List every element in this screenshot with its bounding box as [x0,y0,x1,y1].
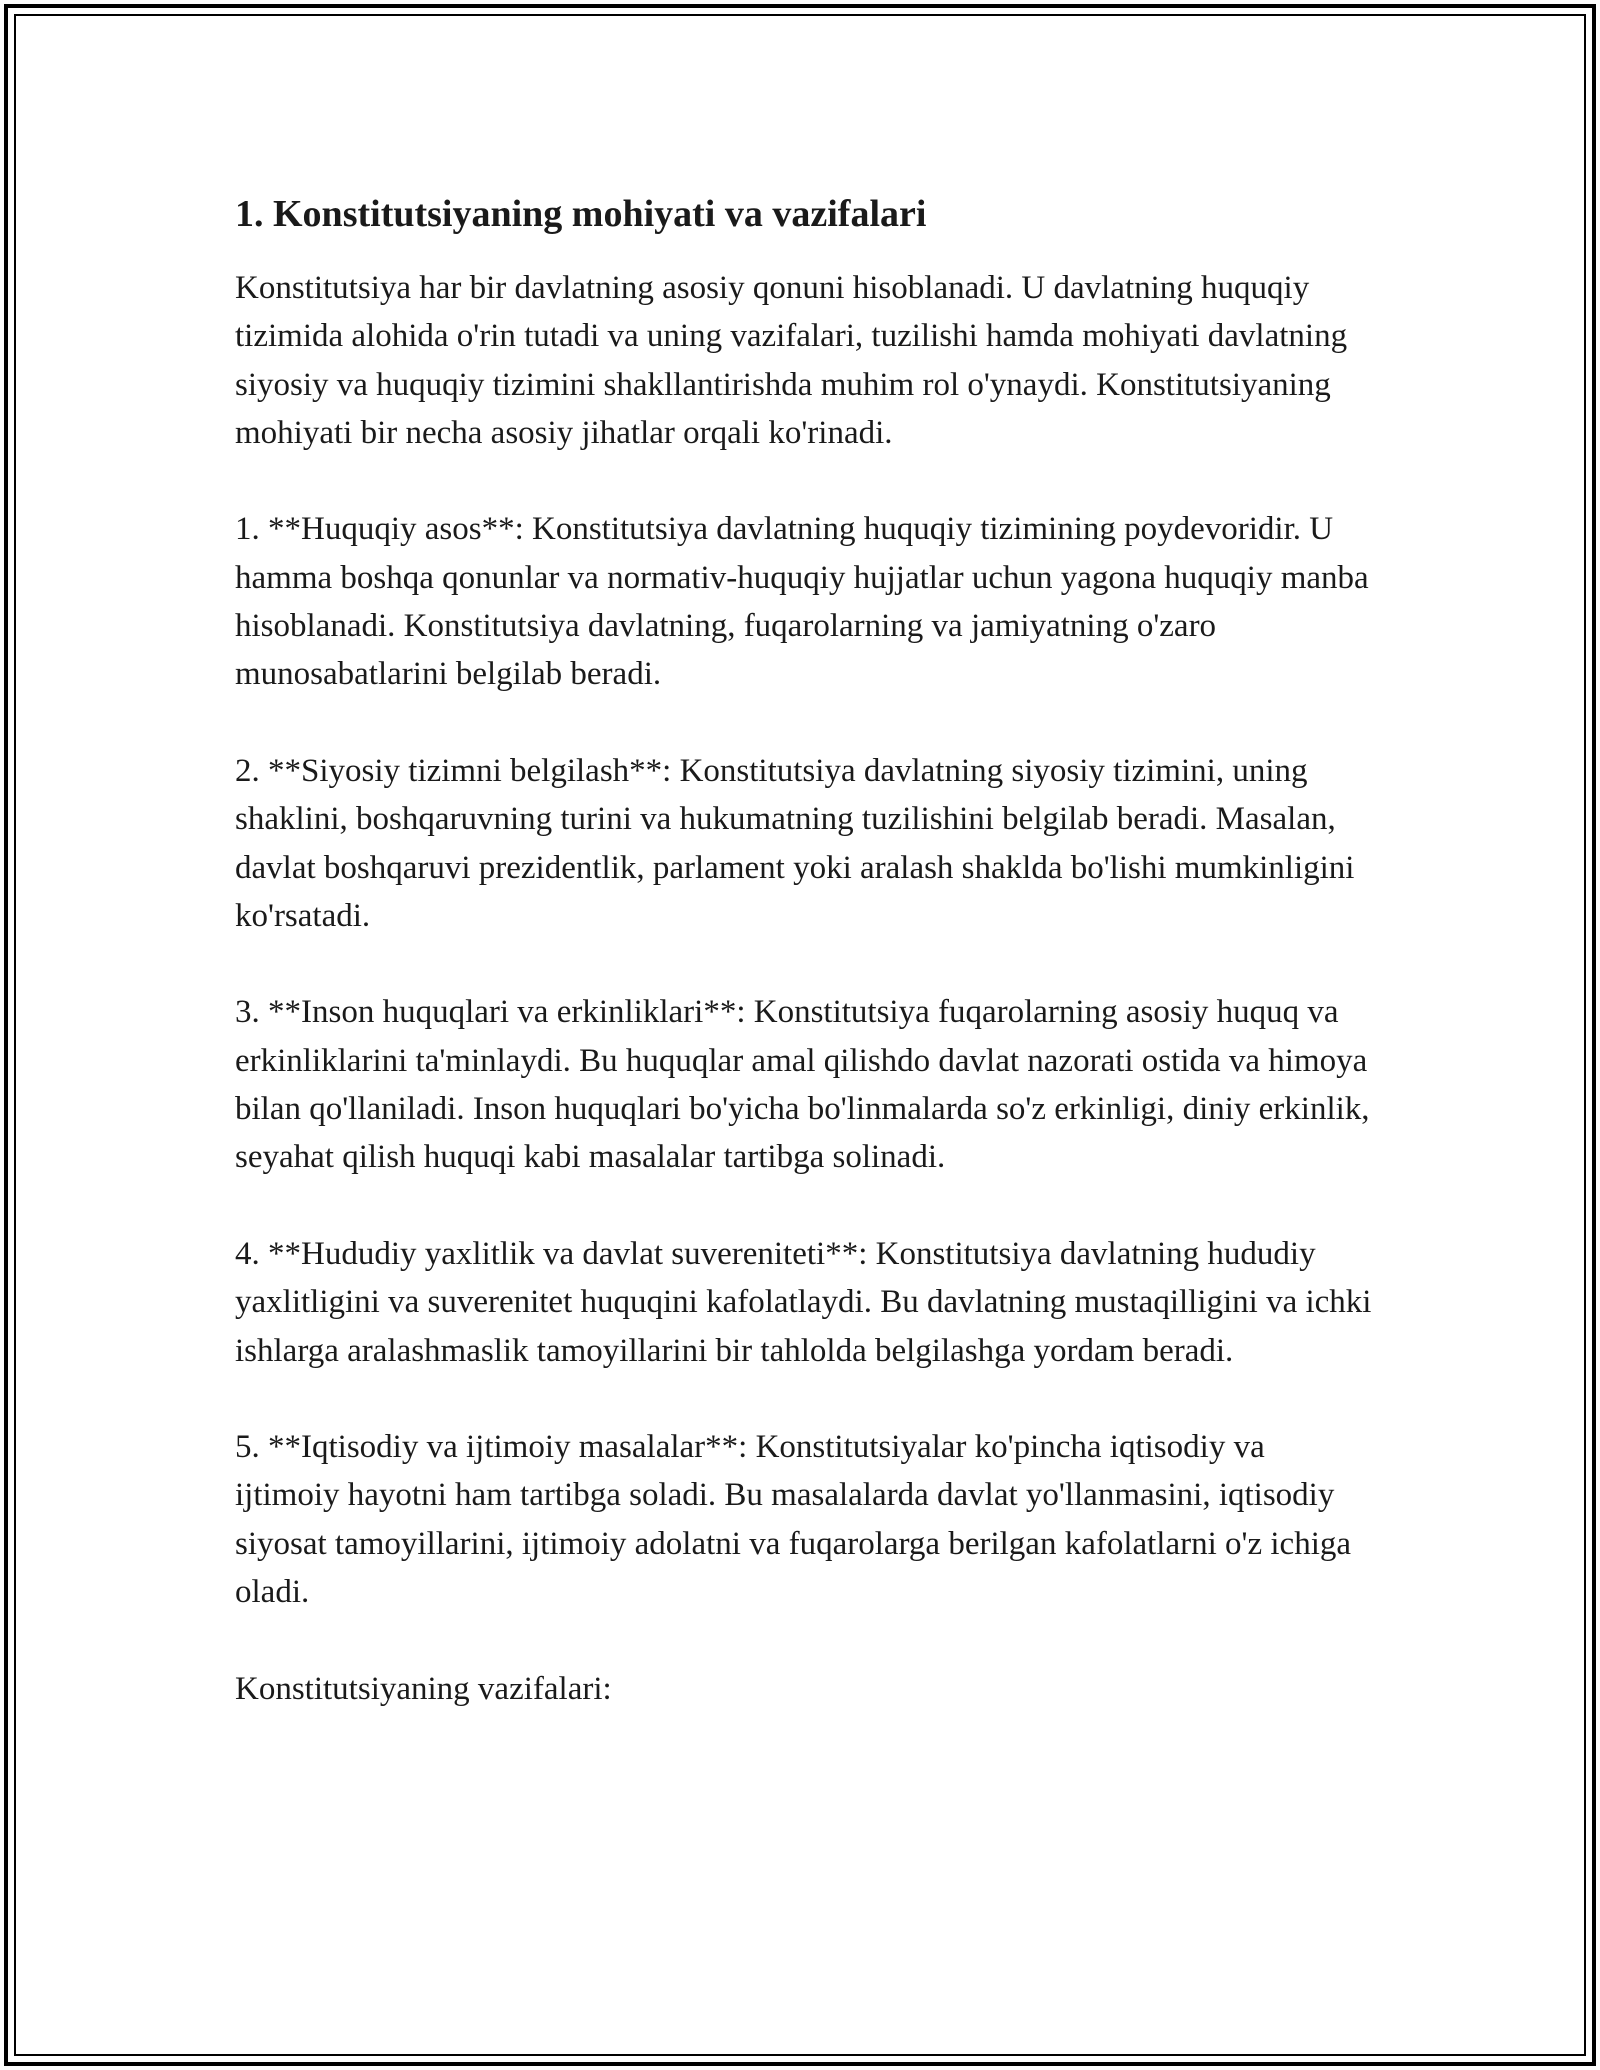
list-item-legal-basis: 1. **Huquqiy asos**: Konstitutsiya davlatning huquqiy tizimining poydevoridir. U hamma boshqa qonunlar va normativ-huquqiy hujjatlar uchun yagona huquqiy manba hisoblanadi. Konstitutsiya davlatning, fuqarolarning va jamiyatning o'zaro munosabatlarini belgilab beradi. [235,511,1369,693]
intro-paragraph: Konstitutsiya har bir davlatning asosiy qonuni hisoblanadi. U davlatning huquqiy tizimida alohida o'rin tutadi va uning vazifalari, tuzilishi hamda mohiyati davlatning siyosiy va huquqiy tizimini shakllantirishda muhim rol o'ynaydi. Konstitutsiyaning mohiyati bir necha asosiy jihatlar orqali ko'rinadi. [235,270,1348,451]
document-body [235,188,1375,1761]
list-item-territorial-integrity: 4. **Hududiy yaxlitlik va davlat suvereniteti**: Konstitutsiya davlatning hududiy yaxlitligini va suverenitet huquqini kafolatlaydi. Bu davlatning mustaqilligini va ichki ishlarga aralashmaslik tamoyillarini bir tahlolda belgilashga yordam beradi. [235,1235,1372,1369]
list-item-human-rights: 3. **Inson huquqlari va erkinliklari**: Konstitutsiya fuqarolarning asosiy huquq va erkinliklarini ta'minlaydi. Bu huquqlar amal qilishdo davlat nazorati ostida va himoya bilan qo'llaniladi. Inson huquqlari bo'yicha bo'linmalarda so'z erkinligi, diniy erkinlik, seyahat qilish huquqi kabi masalalar tartibga solinadi. [235,994,1370,1176]
list-item-economic-social: 5. **Iqtisodiy va ijtimoiy masalalar**: Konstitutsiyalar ko'pincha iqtisodiy va ijtimoiy hayotni ham tartibga soladi. Bu masalalarda davlat yo'llanmasini, iqtisodiy siyosat tamoyillarini, ijtimoiy adolatni va fuqarolarga berilgan kafolatlarni o'z ichiga oladi. [235,1429,1352,1611]
list-item-political-system: 2. **Siyosiy tizimni belgilash**: Konstitutsiya davlatning siyosiy tizimini, uning shaklini, boshqaruvning turini va hukumatning tuzilishini belgilab beradi. Masalan, davlat boshqaruvi prezidentlik, parlament yoki aralash shaklda bo'lishi mumkinligini ko'rsatadi. [235,752,1355,934]
functions-heading-paragraph: Konstitutsiyaning vazifalari: [235,1670,612,1707]
document-title: 1. Konstitutsiyaning mohiyati va vazifalari [235,193,927,235]
